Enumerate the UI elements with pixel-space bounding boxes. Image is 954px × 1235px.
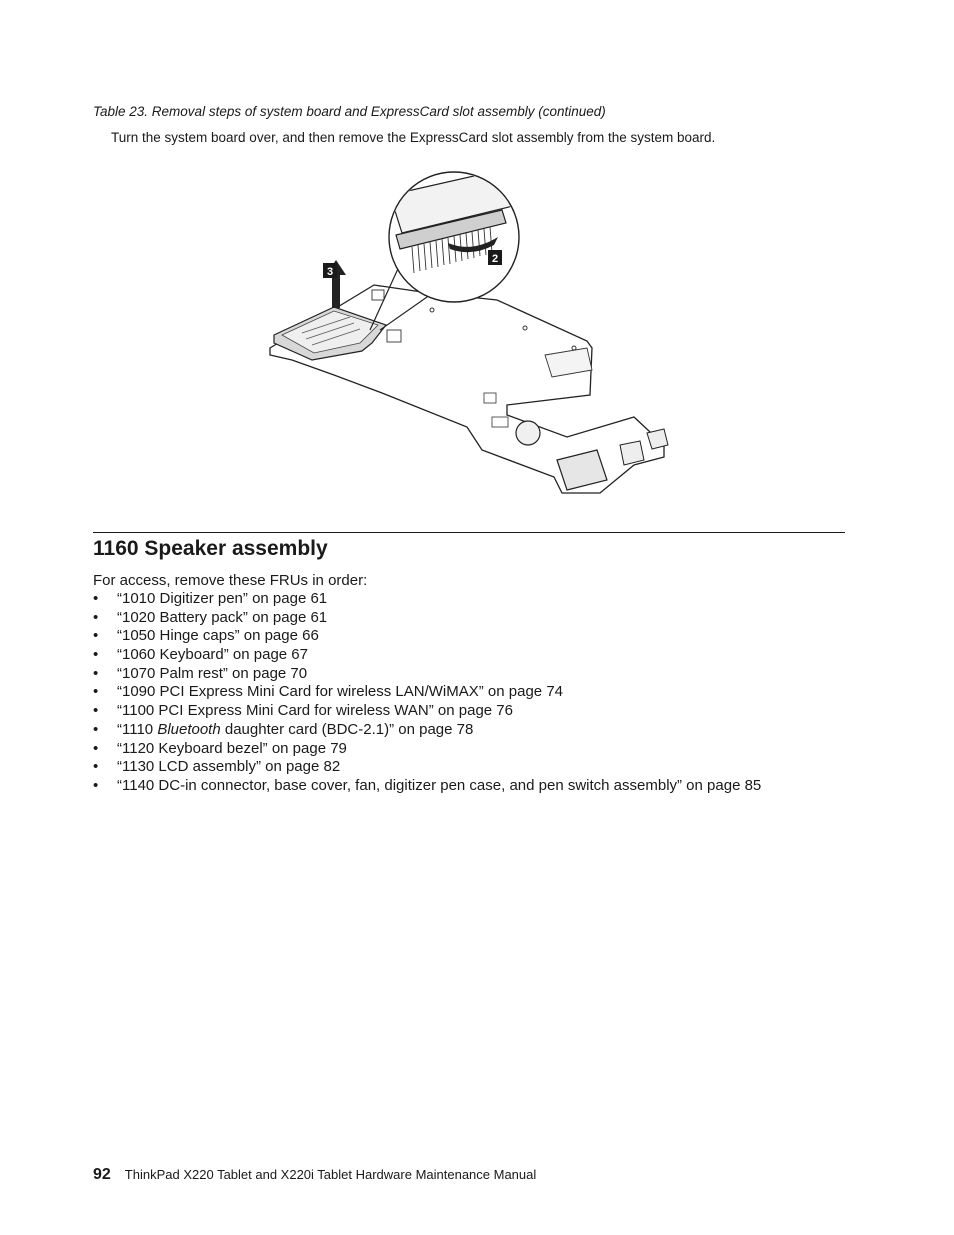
bullet: • — [93, 776, 99, 794]
fru-link-1090[interactable]: “1090 PCI Express Mini Card for wireless LAN/WiMAX” on page 74 — [117, 683, 564, 701]
bullet: • — [93, 702, 99, 720]
fru-link-1070[interactable]: “1070 Palm rest” on page 70 — [117, 664, 308, 682]
instruction-text: Turn the system board over, and then remove the ExpressCard slot assembly from the system board. — [111, 130, 716, 145]
fru-link-1010[interactable]: “1010 Digitizer pen” on page 61 — [117, 590, 328, 607]
list-item — [93, 627, 761, 646]
list-item — [93, 777, 761, 796]
fru-link-1060[interactable]: “1060 Keyboard” on page 67 — [117, 646, 308, 664]
page-number: 92 — [93, 1166, 111, 1183]
bullet: • — [93, 720, 99, 738]
fru-link-1110-emphasis: Bluetooth — [157, 720, 221, 738]
fru-list — [93, 590, 761, 796]
list-item — [93, 609, 761, 628]
bullet: • — [93, 646, 99, 664]
manual-title: ThinkPad X220 Tablet and X220i Tablet Hardware Maintenance Manual — [124, 1167, 537, 1182]
section-title: 1160 Speaker assembly — [93, 537, 328, 560]
bullet: • — [93, 664, 99, 682]
fru-link-1140[interactable]: “1140 DC-in connector, base cover, fan, digitizer pen case, and pen switch assembly” on page 85 — [117, 776, 762, 794]
list-item — [93, 758, 761, 777]
access-text: For access, remove these FRUs in order: — [93, 572, 368, 589]
bullet: • — [93, 683, 99, 701]
fru-link-1050[interactable]: “1050 Hinge caps” on page 66 — [117, 627, 319, 645]
callout-2-label: 2 — [491, 253, 499, 265]
list-item — [93, 721, 761, 740]
page-footer — [93, 1166, 536, 1184]
list-item — [93, 740, 761, 759]
fru-link-1110-prefix: “1110 — [117, 720, 158, 738]
list-item — [93, 590, 761, 609]
bullet: • — [93, 590, 99, 607]
fru-link-1100[interactable]: “1100 PCI Express Mini Card for wireless WAN” on page 76 — [117, 702, 513, 720]
callout-3-label: 3 — [326, 266, 334, 278]
list-item — [93, 646, 761, 665]
list-item — [93, 702, 761, 721]
fru-link-1120[interactable]: “1120 Keyboard bezel” on page 79 — [117, 739, 347, 757]
bullet: • — [93, 739, 99, 757]
list-item — [93, 683, 761, 702]
fru-link-1110[interactable] — [117, 721, 473, 738]
fru-link-1110-suffix: daughter card (BDC-2.1)” on page 78 — [220, 720, 474, 738]
list-item — [93, 665, 761, 684]
table-caption: Table 23. Removal steps of system board and ExpressCard slot assembly (continued) — [93, 104, 606, 119]
section-divider — [93, 532, 845, 533]
fru-link-1130[interactable]: “1130 LCD assembly” on page 82 — [117, 758, 341, 776]
bullet: • — [93, 608, 99, 626]
fru-link-1020[interactable]: “1020 Battery pack” on page 61 — [117, 608, 328, 626]
bullet: • — [93, 627, 99, 645]
bullet: • — [93, 758, 99, 776]
system-board-illustration — [262, 165, 692, 500]
